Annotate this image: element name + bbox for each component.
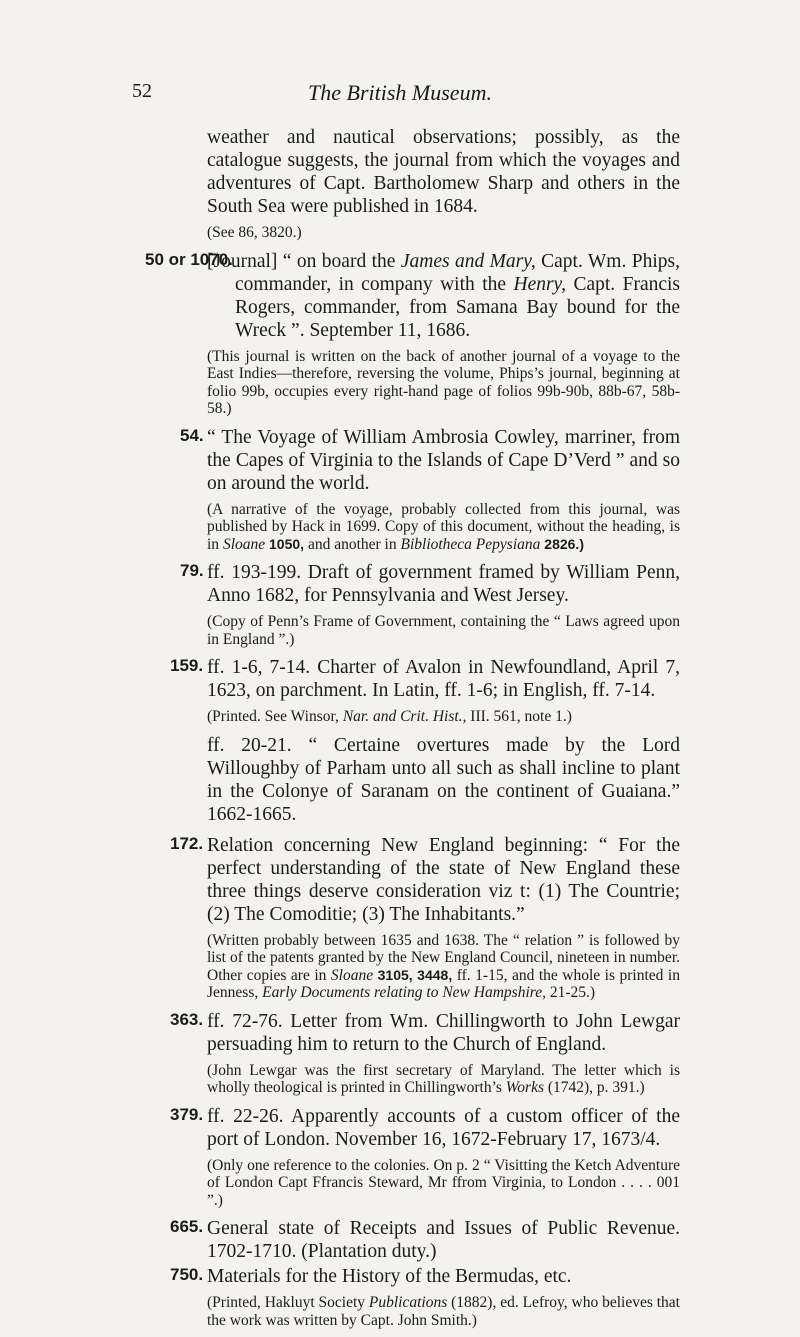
entry-text: ff. 1-6, 7-14. Charter of Avalon in Newfoundland, April 7, 1623, on parchment. In Latin, ff. 1-6; in English, ff. 7-14. xyxy=(207,657,680,701)
entry-79 xyxy=(150,561,680,648)
entry-ff-20-21 xyxy=(150,734,680,826)
entry-note xyxy=(207,1294,680,1329)
entry-text: General state of Receipts and Issues of Public Revenue. 1702-1710. (Plantation duty.) xyxy=(207,1218,680,1262)
entry-note: (This journal is written on the back of another journal of a voyage to the East Indies—therefore, reversing the volume, Phips’s journal, beginning at folio 99b, occupies every right-hand page of folios 99b-90b, 88b-67, 58b-58.) xyxy=(207,347,680,417)
entry-text: ff. 20-21. “ Certaine overtures made by the Lord Willoughby of Parham unto all such as shall incline to plant in the Colonye of Saranam on the continent of Guaiana.” 1662-1665. xyxy=(207,734,680,825)
entry-number: 379. xyxy=(170,1104,204,1124)
entry-note xyxy=(207,708,680,726)
note-part: (Written probably between 1635 and 1638. The “ relation ” is followed by list of the patents granted by the New England Council, nineteen in number. Other copies are in xyxy=(207,931,680,984)
note-ref-bold: 1050, xyxy=(265,535,305,552)
note-part: 21-25.) xyxy=(545,984,596,1001)
entry-text-part: Capt. Francis Rogers, commander, from Samana Bay bound for the Wreck ”. September 11, 1686. xyxy=(235,273,681,341)
entry-text xyxy=(207,250,680,342)
entry-note xyxy=(207,501,680,554)
entry-number: 750. xyxy=(170,1265,204,1284)
entry-text: Relation concerning New England beginning: “ For the perfect understanding of the state of New England these three things deserve consideration viz t: (1) The Countrie; (2) The Comoditie; (3) The Inhabitants.” xyxy=(207,834,680,925)
entry-text: ff. 193-199. Draft of government framed by William Penn, Anno 1682, for Pennsylvania and West Jersey. xyxy=(207,562,680,606)
entry-number: 665. xyxy=(170,1217,204,1236)
entry-note: (See 86, 3820.) xyxy=(207,224,302,241)
entry-363 xyxy=(150,1010,680,1097)
page-number: 52 xyxy=(132,80,152,102)
note-ref-bold: 3105, 3448, xyxy=(373,966,453,983)
entry-text: “ The Voyage of William Ambrosia Cowley, marriner, from the Capes of Virginia to the Islands of Cape D’Verd ” and so on around the world. xyxy=(207,426,680,494)
note-part: (Printed, Hakluyt Society xyxy=(207,1294,369,1311)
ship-name: James and Mary, xyxy=(400,250,536,272)
note-ref-italic: Sloane xyxy=(330,966,374,984)
note-ref-italic: Nar. and Crit. Hist., xyxy=(342,708,467,725)
note-part: (1882), ed. Lefroy, who believes that the work was written by Capt. John Smith.) xyxy=(207,1294,680,1329)
page-body xyxy=(145,126,681,1337)
entry-54 xyxy=(150,426,680,554)
entry-text-part: Capt. Wm. Phips, commander, in company with the xyxy=(235,250,680,295)
entry-172 xyxy=(150,834,680,1002)
entry-50-or-1070 xyxy=(145,249,681,418)
page-header xyxy=(0,80,800,110)
note-ref-bold: 2826.) xyxy=(540,535,584,552)
entry-665 xyxy=(150,1217,680,1263)
entry-379 xyxy=(150,1105,680,1210)
entry-number: 54. xyxy=(180,425,204,445)
running-title: The British Museum. xyxy=(308,80,492,105)
note-part: III. 561, note 1.) xyxy=(466,708,572,725)
entry-continuation xyxy=(150,126,680,242)
entry-159 xyxy=(150,656,680,726)
ship-name: Henry, xyxy=(513,273,567,295)
note-part: (John Lewgar was the first secretary of Maryland. The letter which is wholly theological is printed in Chillingworth’s xyxy=(207,1061,680,1096)
entry-note xyxy=(207,932,680,1002)
entry-number: 79. xyxy=(180,561,204,580)
note-ref-italic: Sloane xyxy=(222,535,266,553)
entry-note: (Only one reference to the colonies. On p. 2 “ Visitting the Ketch Adventure of London Capt Ffrancis Steward, Mr ffrom Virginia, to London . . . . 001 ”.) xyxy=(207,1156,680,1209)
note-ref-italic: Publications xyxy=(368,1294,448,1311)
entry-number: 363. xyxy=(170,1009,204,1029)
entry-text: ff. 72-76. Letter from Wm. Chillingworth to John Lewgar persuading him to return to the Church of England. xyxy=(207,1010,680,1055)
note-ref-italic: Bibliotheca Pepysiana xyxy=(400,535,541,553)
note-part: and another in xyxy=(304,535,401,553)
entry-text: weather and nautical observations; possibly, as the catalogue suggests, the journal from which the voyages and adventures of Capt. Bartholomew Sharp and others in the South Sea were published in 1684. xyxy=(207,127,680,217)
entry-text: ff. 22-26. Apparently accounts of a custom officer of the port of London. November 16, 1672-February 17, 1673/4. xyxy=(207,1105,680,1150)
entry-number: 172. xyxy=(170,833,204,853)
note-part: (Printed. See Winsor, xyxy=(207,708,343,725)
entry-750 xyxy=(150,1265,680,1329)
note-part: ff. 1-15, and the whole is printed in Jenness, xyxy=(207,966,680,1001)
entry-number: 50 or 1070. xyxy=(145,249,233,269)
entry-note xyxy=(207,1062,680,1097)
entry-text-part: [Journal] “ on board the xyxy=(207,250,401,272)
note-part: (1742), p. 391.) xyxy=(543,1079,645,1096)
entry-note: (Copy of Penn’s Frame of Government, containing the “ Laws agreed upon in England ”.) xyxy=(207,613,680,648)
note-ref-italic: Works xyxy=(505,1079,544,1096)
entry-number: 159. xyxy=(170,656,204,675)
entry-text: Materials for the History of the Bermudas, etc. xyxy=(207,1266,572,1287)
note-ref-italic: Early Documents relating to New Hampshire, xyxy=(262,984,546,1001)
note-part: (A narrative of the voyage, probably collected from this journal, was published by Hack in 1699. Copy of this document, without the heading, is in xyxy=(207,500,680,553)
